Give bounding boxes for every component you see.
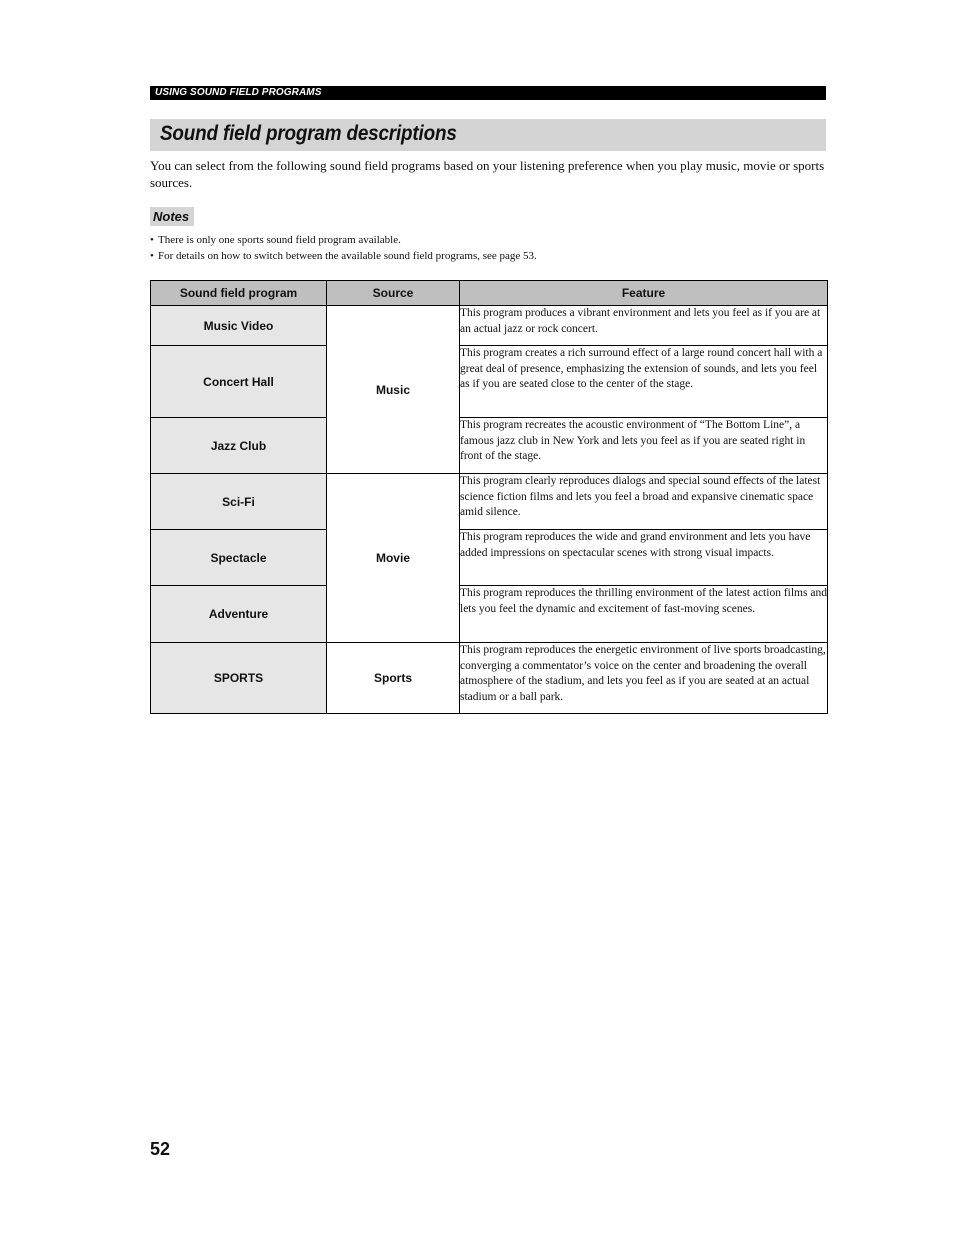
bullet-icon: • (150, 234, 154, 246)
bullet-icon: • (150, 250, 154, 262)
feature-description: This program clearly reproduces dialogs and special sound effects of the latest science fiction films and lets you feel a broad and expansive cinematic space amid silence. (460, 474, 828, 530)
intro-paragraph: You can select from the following sound field programs based on your listening preference when you play music, movie or sports sources. (150, 158, 825, 190)
table-row (151, 643, 828, 714)
note-text: There is only one sports sound field program available. (158, 234, 401, 246)
notes-list (150, 232, 826, 264)
note-text: For details on how to switch between the available sound field programs, see page 53. (158, 250, 537, 262)
program-name: SPORTS (151, 643, 327, 714)
page-title: Sound field program descriptions (160, 122, 457, 145)
table-row (151, 418, 828, 474)
program-name: Sci-Fi (151, 474, 327, 530)
source-movie: Movie (327, 474, 460, 643)
section-label: USING SOUND FIELD PROGRAMS (155, 87, 322, 98)
feature-description: This program creates a rich surround effect of a large round concert hall with a great deal of presence, emphasizing the extension of sounds, and lets you feel as if you are seated close to the center of the stage. (460, 346, 828, 418)
program-name: Spectacle (151, 530, 327, 586)
title-band (150, 119, 826, 151)
table-row (151, 346, 828, 418)
table-row (151, 586, 828, 643)
source-sports: Sports (327, 643, 460, 714)
notes-label: Notes (150, 207, 194, 226)
program-name: Jazz Club (151, 418, 327, 474)
feature-description: This program reproduces the thrilling environment of the latest action films and lets you feel the dynamic and excitement of fast-moving scenes. (460, 586, 828, 643)
program-name: Adventure (151, 586, 327, 643)
table-row (151, 306, 828, 346)
feature-description: This program reproduces the wide and grand environment and lets you have added impressions on spectacular scenes with strong visual impacts. (460, 530, 828, 586)
note-item (150, 232, 826, 248)
program-name: Music Video (151, 306, 327, 346)
feature-description: This program produces a vibrant environment and lets you feel as if you are at an actual jazz or rock concert. (460, 306, 828, 346)
page-number: 52 (150, 1139, 171, 1159)
section-header-bar (150, 86, 826, 100)
header-program: Sound field program (151, 281, 327, 306)
feature-description: This program reproduces the energetic environment of live sports broadcasting, converging a commentator’s voice on the center and broadening the overall atmosphere of the stadium, and lets you feel as if you are seated at an actual stadium or a ball park. (460, 643, 828, 714)
feature-description: This program recreates the acoustic environment of “The Bottom Line”, a famous jazz club in New York and lets you feel as if you are seated right in front of the stage. (460, 418, 828, 474)
table-row (151, 474, 828, 530)
table-header-row (151, 281, 828, 306)
header-feature: Feature (460, 281, 828, 306)
note-item (150, 248, 826, 264)
header-source: Source (327, 281, 460, 306)
table-row (151, 530, 828, 586)
sound-field-program-table (150, 280, 828, 714)
program-name: Concert Hall (151, 346, 327, 418)
source-music: Music (327, 306, 460, 474)
